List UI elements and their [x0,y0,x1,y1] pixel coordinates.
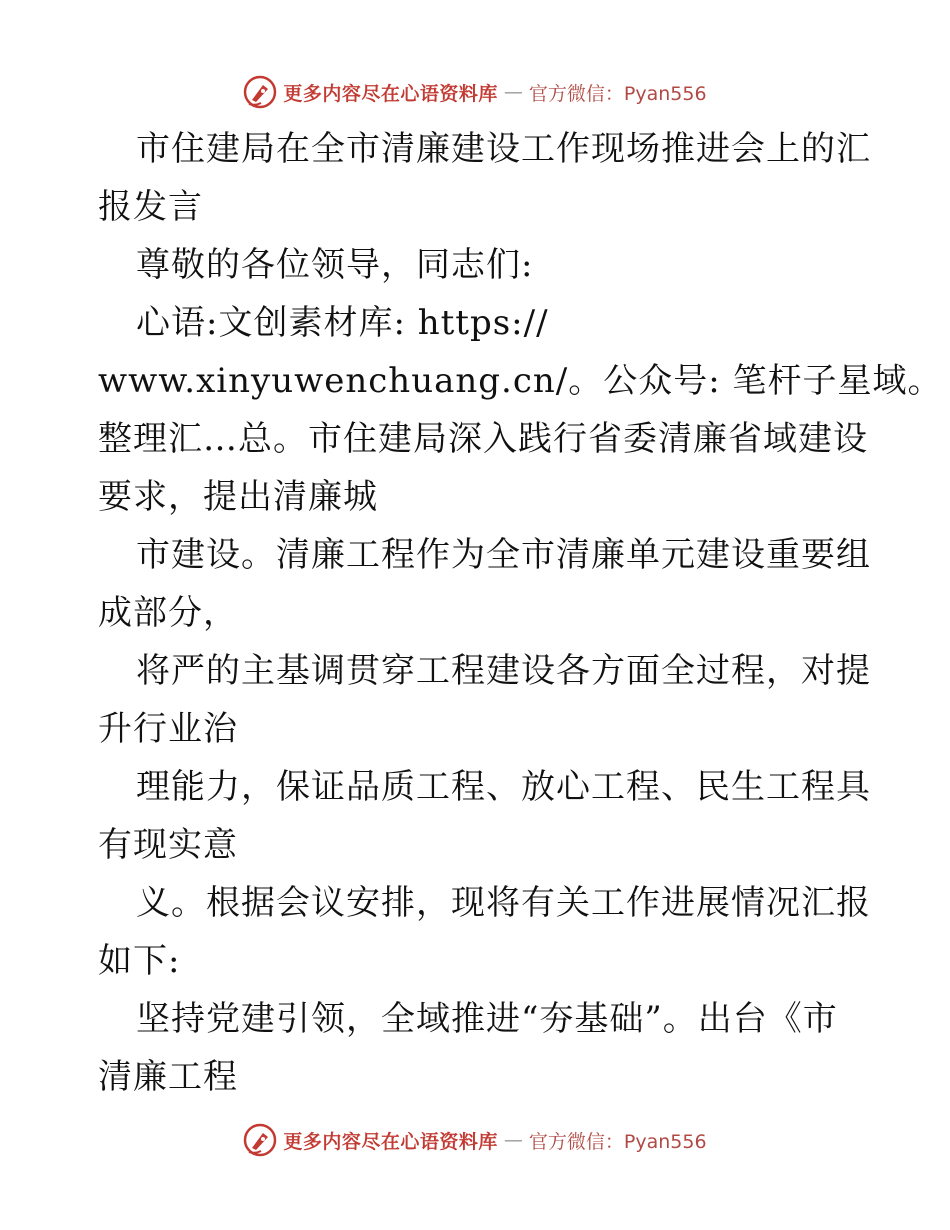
text-line: 心语:文创素材库: https:// [136,303,549,343]
banner-wechat: 官方微信：Pyan556 [528,1130,707,1153]
text-line: 有现实意 [98,825,238,865]
text-line: 整理汇…总。市住建局深入践行省委清廉省域建设 [98,419,868,459]
text-line: 尊敬的各位领导，同志们: [136,245,534,285]
banner-wechat: 官方微信：Pyan556 [528,82,707,105]
text-line: 报发言 [98,187,203,227]
banner-dash: — [503,1129,523,1151]
banner-title: 更多内容尽在心语资料库 [283,82,498,105]
text-line: www.xinyuwenchuang.cn/。公众号: 笔杆子星域。 [98,361,943,401]
text-line: 市住建局在全市清廉建设工作现场推进会上的汇 [136,129,871,169]
text-line: 要求，提出清廉城 [98,477,378,517]
banner-title: 更多内容尽在心语资料库 [283,1130,498,1153]
document-body [98,120,943,1106]
text-line: 市建设。清廉工程作为全市清廉单元建设重要组 [136,535,871,575]
text-line: 义。根据会议安排，现将有关工作进展情况汇报 [136,883,871,923]
footer-banner [0,1120,950,1160]
text-line: 成部分， [98,593,238,633]
banner-dash: — [503,81,523,103]
text-line: 清廉工程 [98,1057,238,1097]
pen-nib-logo-icon [243,1123,277,1157]
header-banner [0,72,950,112]
text-line: 如下: [98,941,181,981]
text-line: 将严的主基调贯穿工程建设各方面全过程，对提 [136,651,871,691]
text-line: 理能力，保证品质工程、放心工程、民生工程具 [136,767,871,807]
text-line: 坚持党建引领，全域推进“夯基础”。出台《市 [136,999,838,1039]
text-line: 升行业治 [98,709,238,749]
pen-nib-logo-icon [243,75,277,109]
